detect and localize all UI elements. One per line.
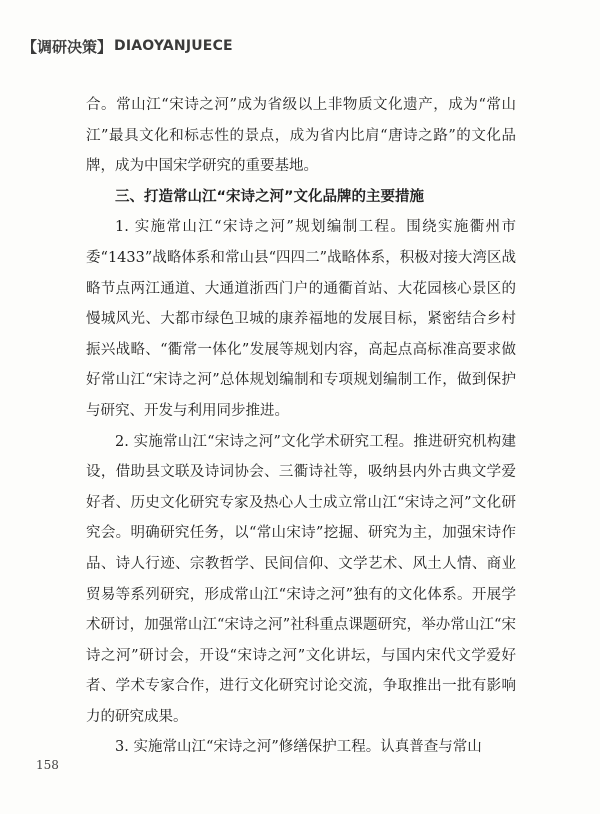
paragraph-protection: 3. 实施常山江“宋诗之河”修缮保护工程。认真普查与常山 [115,739,482,756]
paragraph-research: 2. 实施常山江“宋诗之河”文化学术研究工程。推进研究机构建设，借助县文联及诗词协会、三衢诗社等，吸纳县内外古典文学爱好者、历史文化研究专家及热心人士成立常山江“宋诗之河”文化研究会。明确研究任务，以“常山宋诗”挖掘、研究为主，加强宋诗作品、诗人行迹、宗教哲学、民间信仰、文学艺术、风土人情、商业贸易等系列研究，形成常山江“宋诗之河”独有的文化体系。开展学术研讨，加强常山江“宋诗之河”社科重点课题研究，举办常山江“宋诗之河”研讨会，开设“宋诗之河”文化讲坛，与国内宋代文学爱好者、学术专家合作，进行文化研究讨论交流，争取推出一批有影响力的研究成果。 [86,433,516,725]
section-name-chinese: 【调研决策】 [22,37,113,56]
paragraph-planning: 1. 实施常山江“宋诗之河”规划编制工程。围绕实施衢州市委“1433”战略体系和常山县“四四二”战略体系，积极对接大湾区战略节点两江通道、大通道浙西门户的通衢首站、大花园核心景区的慢城风光、大都市绿色卫城的康养福地的发展目标，紧密结合乡村振兴战略、“衢常一体化”发展等规划内容，高起点高标准高要求做好常山江“宋诗之河”总体规划编制和专项规划编制工作，做到保护与研究、开发与利用同步推进。 [86,219,516,419]
section-heading: 三、打造常山江“宋诗之河”文化品牌的主要措施 [115,188,425,205]
section-name-pinyin: DIAOYANJUECE [114,38,233,54]
running-header [22,36,233,56]
page-body [86,90,516,763]
page-number: 158 [36,758,59,772]
paragraph-intro: 合。常山江“宋诗之河”成为省级以上非物质文化遗产，成为“常山江”最具文化和标志性的景点，成为省内比肩“唐诗之路”的文化品牌，成为中国宋学研究的重要基地。 [86,97,516,175]
